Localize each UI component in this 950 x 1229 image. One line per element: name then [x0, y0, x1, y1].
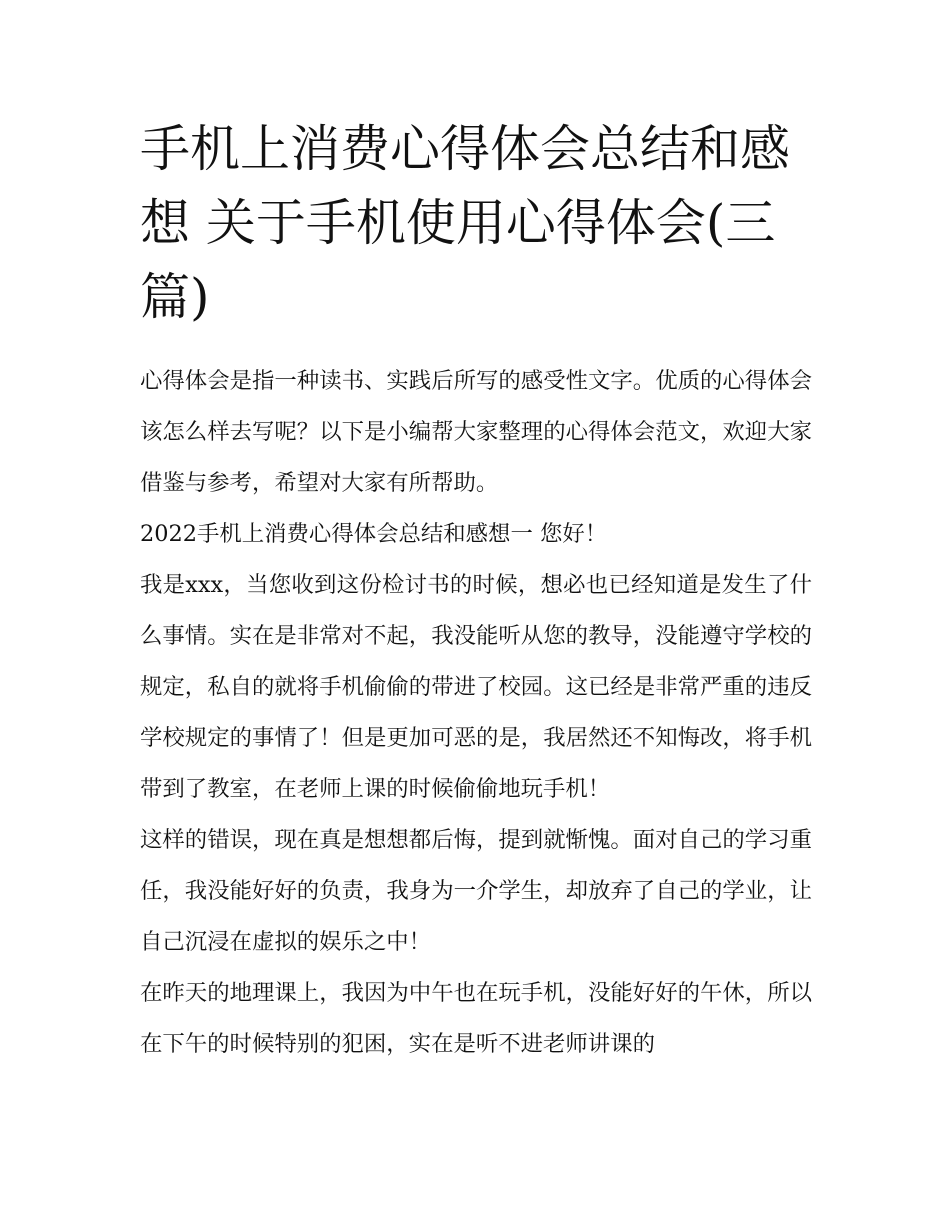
paragraph-intro: 心得体会是指一种读书、实践后所写的感受性文字。优质的心得体会该怎么样去写呢？以下是小编帮大家整理的心得体会范文，欢迎大家借鉴与参考，希望对大家有所帮助。 [140, 368, 812, 496]
paragraph-body-1: 我是xxx，当您收到这份检讨书的时候，想必也已经知道是发生了什么事情。实在是非常对不起，我没能听从您的教导，没能遵守学校的规定，私自的就将手机偷偷的带进了校园。这已经是非常严重的违反学校规定的事情了！但是更加可恶的是，我居然还不知悔改，将手机带到了教室，在老师上课的时候偷偷地玩手机！ [140, 572, 812, 802]
document-title: 手机上消费心得体会总结和感想 关于手机使用心得体会(三篇) [140, 120, 790, 326]
paragraph-heading-greeting: 2022手机上消费心得体会总结和感想一 您好！ [140, 521, 608, 547]
paragraph-body-2: 这样的错误，现在真是想想都后悔，提到就惭愧。面对自己的学习重任，我没能好好的负责，我身为一介学生，却放弃了自己的学业，让自己沉浸在虚拟的娱乐之中！ [140, 827, 812, 955]
paragraph-body-3: 在昨天的地理课上，我因为中午也在玩手机，没能好好的午休，所以在下午的时候特别的犯困，实在是听不进老师讲课的 [140, 980, 812, 1057]
document-body [140, 112, 812, 1070]
